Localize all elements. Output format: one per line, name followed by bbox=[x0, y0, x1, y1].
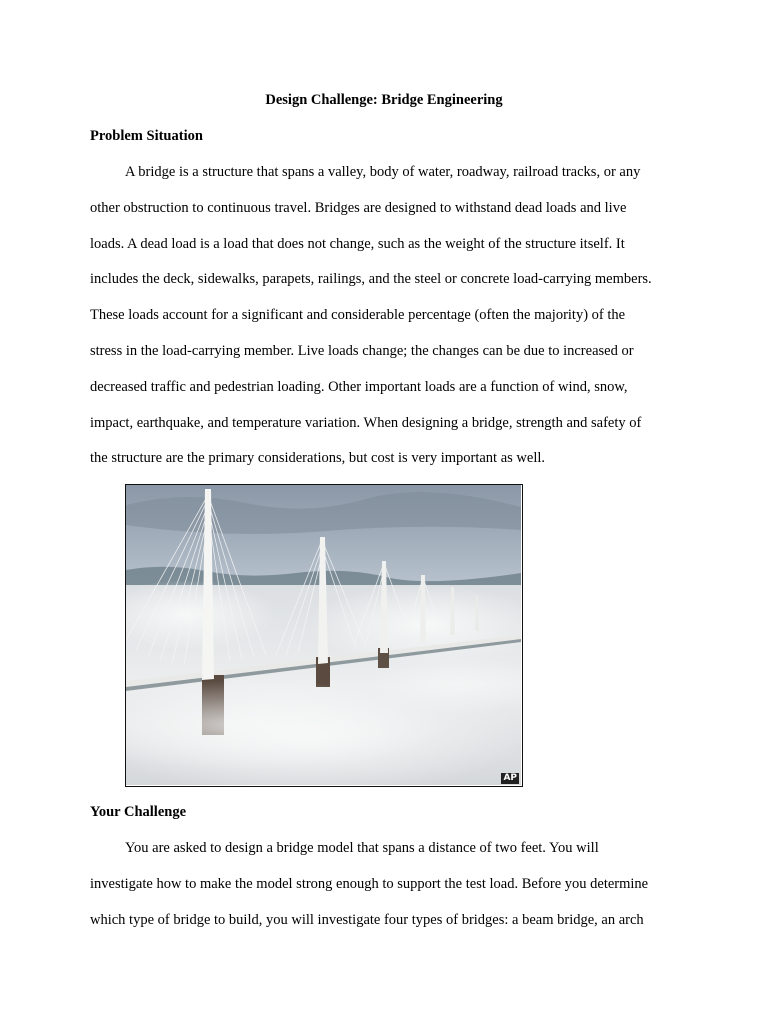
paragraph-line: the structure are the primary considerations, but cost is very important as well. bbox=[90, 450, 546, 467]
paragraph-line: A bridge is a structure that spans a valley, body of water, roadway, railroad tracks, or any bbox=[125, 164, 641, 180]
paragraph-line: stress in the load-carrying member. Live loads change; the changes can be due to increased or bbox=[90, 342, 634, 359]
problem-situation-heading: Problem Situation bbox=[90, 128, 203, 144]
paragraph-line: impact, earthquake, and temperature variation. When designing a bridge, strength and safety of bbox=[90, 414, 642, 431]
paragraph-line: which type of bridge to build, you will investigate four types of bridges: a beam bridge, an arch bbox=[90, 911, 644, 928]
your-challenge-heading: Your Challenge bbox=[90, 804, 187, 820]
paragraph-line: other obstruction to continuous travel. Bridges are designed to withstand dead loads and live bbox=[90, 199, 627, 216]
paragraph-line: decreased traffic and pedestrian loading. Other important loads are a function of wind, snow, bbox=[90, 378, 628, 395]
your-challenge-paragraph bbox=[90, 831, 690, 938]
paragraph-line: investigate how to make the model strong enough to support the test load. Before you determine bbox=[90, 875, 649, 892]
document-title: Design Challenge: Bridge Engineering bbox=[265, 92, 503, 108]
photo-credit: AP bbox=[503, 773, 517, 783]
bridge-photo bbox=[125, 484, 523, 787]
paragraph-line: includes the deck, sidewalks, parapets, railings, and the steel or concrete load-carrying members. bbox=[90, 271, 652, 288]
paragraph-line: You are asked to design a bridge model that spans a distance of two feet. You will bbox=[125, 840, 599, 856]
paragraph-line: These loads account for a significant and considerable percentage (often the majority) of the bbox=[90, 307, 626, 324]
paragraph-line: loads. A dead load is a load that does not change, such as the weight of the structure itself. It bbox=[90, 235, 625, 252]
bridge-photo-illustration bbox=[126, 485, 521, 785]
problem-situation-paragraph bbox=[90, 155, 690, 477]
bridge-pylon bbox=[420, 575, 426, 643]
